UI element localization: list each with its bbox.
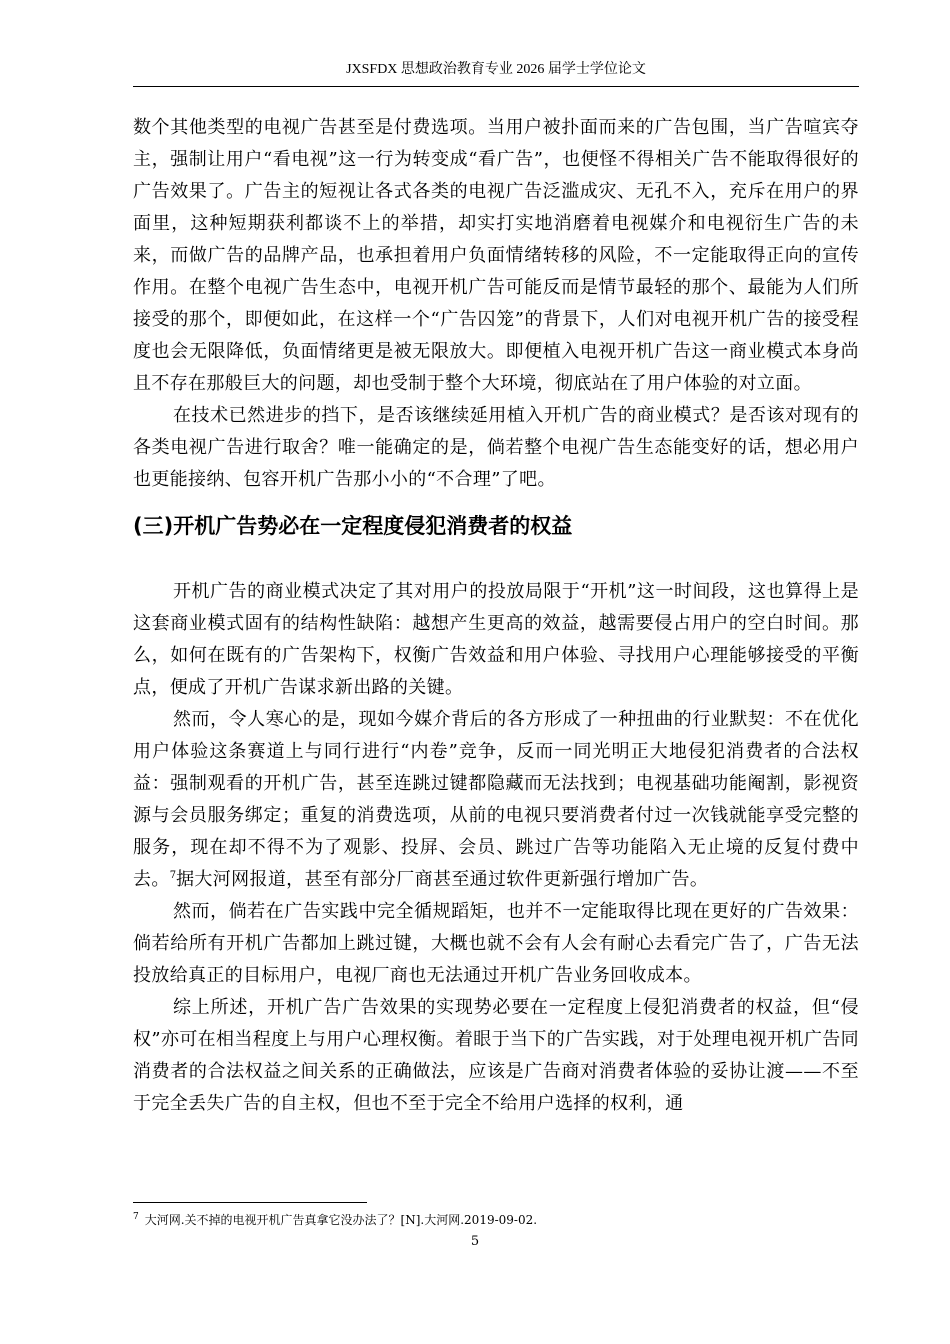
paragraph: 然而，倘若在广告实践中完全循规蹈矩，也并不一定能取得比现在更好的广告效果：倘若给所有开机广告都加上跳过键，大概也就不会有人会有耐心去看完广告了，广告无法投放给真正的目标用户，电视厂商也无法通过开机广告业务回收成本。 [133,901,859,986]
footnote-reference[interactable]: 7 [169,870,177,881]
footnote-rule [133,1202,367,1203]
paragraph: 在技术已然进步的挡下，是否该继续延用植入开机广告的商业模式？是否该对现有的各类电视广告进行取舍？唯一能确定的是，倘若整个电视广告生态能变好的话，想必用户也更能接纳、包容开机广告那小小的“不合理”了吧。 [133,405,859,490]
header-rule [133,86,859,87]
paragraph-text: 据大河网报道，甚至有部分厂商甚至通过软件更新强行增加广告。 [176,869,709,890]
running-header: JXSFDX 思想政治教育专业 2026 届学士学位论文 [346,62,646,77]
footnote-text: 大河网.关不掉的电视开机广告真拿它没办法了？[N].大河网.2019-09-02. [144,1213,538,1227]
paragraph: 综上所述，开机广告广告效果的实现势必要在一定程度上侵犯消费者的权益，但“侵权”亦可在相当程度上与用户心理权衡。着眼于当下的广告实践，对于处理电视开机广告同消费者的合法权益之间关系的正确做法，应该是广告商对消费者体验的妥协让渡——不至于完全丢失广告的自主权，但也不至于完全不给用户选择的权利，通 [133,997,859,1114]
footnote-number: 7 [133,1212,139,1222]
section-heading: (三)开机广告势必在一定程度侵犯消费者的权益 [133,514,573,538]
paragraph: 开机广告的商业模式决定了其对用户的投放局限于“开机”这一时间段，这也算得上是这套商业模式固有的结构性缺陷：越想产生更高的效益，越需要侵占用户的空白时间。那么，如何在既有的广告架构下，权衡广告效益和用户体验、寻找用户心理能够接受的平衡点，便成了开机广告谋求新出路的关键。 [133,581,859,698]
page-number: 5 [470,1234,480,1249]
body-text [133,112,859,1120]
paragraph-with-footnote [133,704,859,896]
paragraph-text: 然而，令人寒心的是，现如今媒介背后的各方形成了一种扭曲的行业默契：不在优化用户体验这条赛道上与同行进行“内卷”竞争，反而一同光明正大地侵犯消费者的合法权益：强制观看的开机广告，甚至连跳过键都隐藏而无法找到；电视基础功能阉割，影视资源与会员服务绑定；重复的消费选项，从前的电视只要消费者付过一次钱就能享受完整的服务，现在却不得不为了观影、投屏、会员、跳过广告等功能陷入无止境的反复付费中去。 [133,709,859,890]
footnote [133,1211,859,1229]
paragraph-continued: 数个其他类型的电视广告甚至是付费选项。当用户被扑面而来的广告包围，当广告喧宾夺主，强制让用户“看电视”这一行为转变成“看广告”，也便怪不得相关广告不能取得很好的广告效果了。广告主的短视让各式各类的电视广告泛滥成灾、无孔不入，充斥在用户的界面里，这种短期获利都谈不上的举措，却实打实地消磨着电视媒介和电视衍生广告的未来，而做广告的品牌产品，也承担着用户负面情绪转移的风险，不一定能取得正向的宣传作用。在整个电视广告生态中，电视开机广告可能反而是情节最轻的那个、最能为人们所接受的那个，即便如此，在这样一个“广告囚笼”的背景下，人们对电视开机广告的接受程度也会无限降低，负面情绪更是被无限放大。即便植入电视开机广告这一商业模式本身尚且不存在那般巨大的问题，却也受制于整个大环境，彻底站在了用户体验的对立面。 [133,117,859,394]
